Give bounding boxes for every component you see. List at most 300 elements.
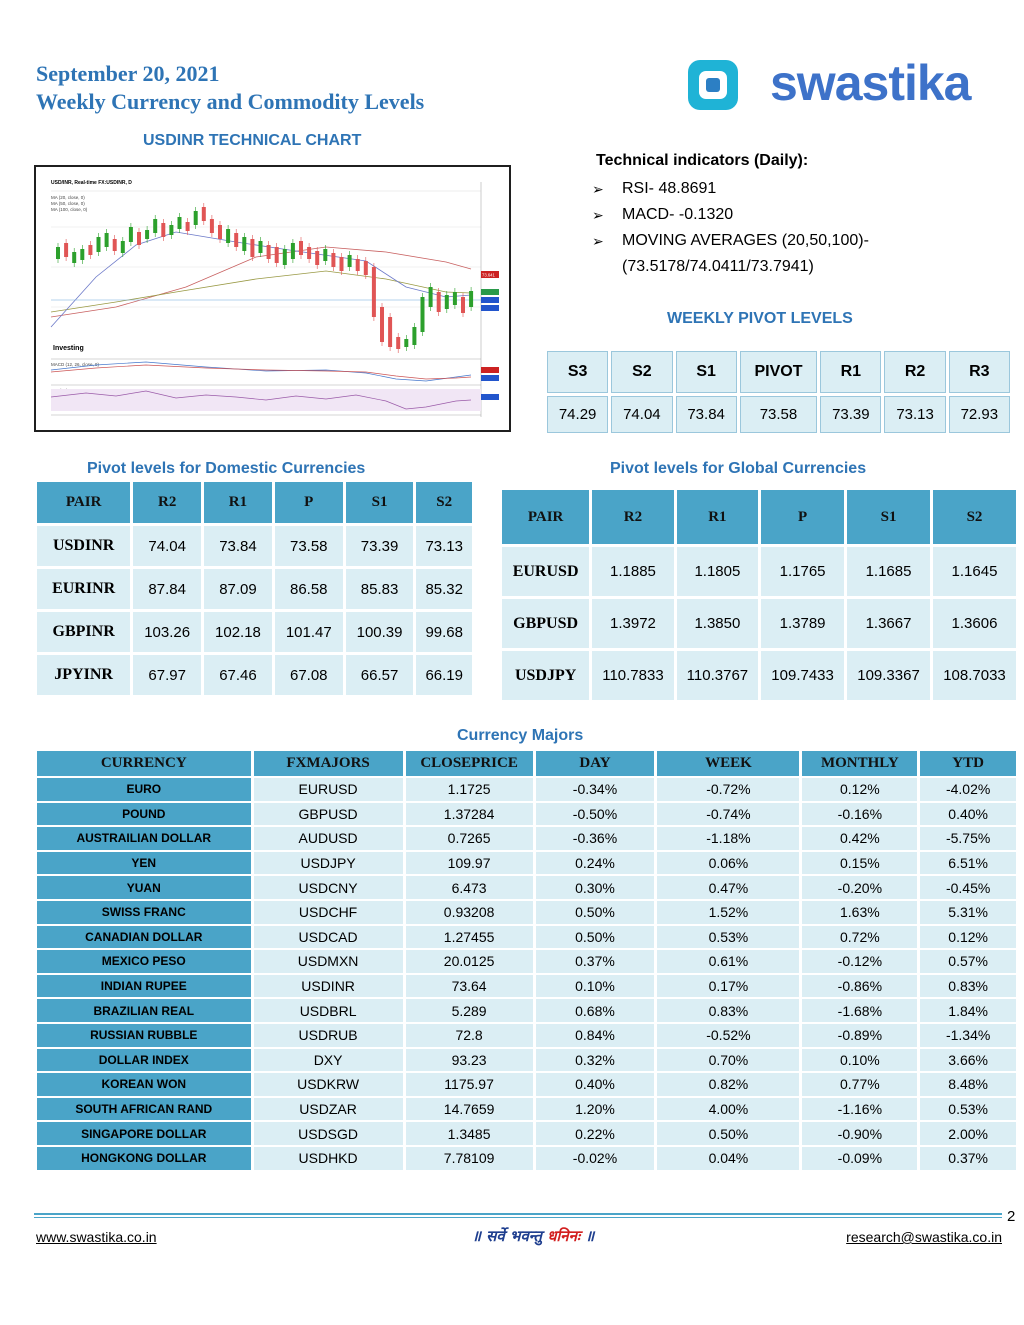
table-row (37, 778, 1016, 801)
value-cell: 67.46 (204, 655, 272, 695)
candle-body (169, 225, 173, 235)
table-row (37, 1024, 1016, 1047)
chart-header-label: USD/INR, Real-time FX:USDINR, D (51, 180, 132, 186)
candle-body (129, 227, 133, 242)
currency-cell: SINGAPORE DOLLAR (37, 1122, 251, 1145)
currency-cell: INDIAN RUPEE (37, 975, 251, 998)
week-cell: 0.61% (657, 950, 799, 973)
monthly-cell: -0.09% (802, 1147, 917, 1170)
header-cell: R2 (133, 482, 201, 523)
value-cell: 101.47 (275, 612, 343, 652)
candle-body (97, 237, 101, 252)
day-cell: -0.36% (536, 827, 655, 850)
value-cell: 1.3789 (761, 599, 844, 648)
ytd-cell: 8.48% (920, 1073, 1016, 1096)
last-price-tag: 73.641 (482, 272, 495, 278)
currency-cell: YEN (37, 852, 251, 875)
motto-part-a: ॥ सर्वे भवन्तु (472, 1227, 548, 1245)
arrow-bullet-icon: ➢ (592, 207, 604, 223)
pair-cell: JPYINR (37, 655, 130, 695)
header-cell: S2 (416, 482, 472, 523)
motto-part-c: ॥ (579, 1227, 595, 1245)
footer-divider-thin (34, 1217, 1002, 1218)
candle-body (218, 225, 222, 239)
value-cell: 1.3850 (677, 599, 758, 648)
value-cell: 87.09 (204, 569, 272, 609)
value-cell: 1.1685 (847, 547, 930, 596)
header-cell: R1 (204, 482, 272, 523)
candle-body (315, 251, 319, 265)
ytd-cell: 0.57% (920, 950, 1016, 973)
fxmajor-cell: USDMXN (254, 950, 403, 973)
closeprice-cell: 14.7659 (406, 1098, 533, 1121)
monthly-cell: 1.63% (802, 901, 917, 924)
arrow-bullet-icon: ➢ (592, 181, 604, 197)
header-cell: DAY (536, 751, 655, 776)
currency-cell: POUND (37, 803, 251, 826)
value-cell: 1.3606 (933, 599, 1016, 648)
header-cell: S1 (346, 482, 414, 523)
value-cell: 109.3367 (847, 651, 930, 700)
week-cell: 0.53% (657, 926, 799, 949)
table-row (37, 876, 1016, 899)
candle-body (145, 230, 149, 239)
chart-section-title: USDINR TECHNICAL CHART (143, 132, 362, 149)
candle-body (242, 237, 246, 251)
candle-body (153, 219, 157, 233)
value-cell: 66.57 (346, 655, 414, 695)
ytd-cell: 2.00% (920, 1122, 1016, 1145)
closeprice-cell: 1.1725 (406, 778, 533, 801)
arrow-bullet-icon: ➢ (592, 233, 604, 249)
monthly-cell: -0.90% (802, 1122, 917, 1145)
table-row (37, 655, 472, 695)
value-cell: 99.68 (416, 612, 472, 652)
motto-part-b: धनिनः (547, 1227, 580, 1245)
fxmajor-cell: GBPUSD (254, 803, 403, 826)
value-cell: 74.04 (611, 396, 672, 433)
week-cell: -1.18% (657, 827, 799, 850)
header-cell: P (761, 490, 844, 544)
header-cell: R2 (884, 351, 945, 393)
ma-legend-2: MA (50, close, 0) (51, 201, 85, 206)
closeprice-cell: 0.7265 (406, 827, 533, 850)
currency-cell: HONGKONG DOLLAR (37, 1147, 251, 1170)
value-cell: 1.1765 (761, 547, 844, 596)
header-cell: S1 (676, 351, 737, 393)
monthly-cell: 0.72% (802, 926, 917, 949)
indicator-ma-values-text: (73.5178/74.0411/73.7941) (622, 258, 814, 275)
candle-body (121, 241, 125, 253)
day-cell: 1.20% (536, 1098, 655, 1121)
report-title: Weekly Currency and Commodity Levels (36, 89, 425, 114)
candle-body (291, 243, 295, 259)
footer-divider (34, 1213, 1002, 1215)
indicator-rsi-text: RSI- 48.8691 (622, 180, 717, 197)
candle-body (421, 297, 425, 332)
currency-cell: SOUTH AFRICAN RAND (37, 1098, 251, 1121)
value-cell: 73.84 (676, 396, 737, 433)
fxmajor-cell: USDINR (254, 975, 403, 998)
indicator-macd (592, 202, 869, 228)
report-date: September 20, 2021 (36, 61, 220, 86)
fxmajor-cell: USDCHF (254, 901, 403, 924)
value-cell: 72.93 (949, 396, 1010, 433)
candle-body (113, 239, 117, 251)
monthly-cell: -0.86% (802, 975, 917, 998)
value-cell: 73.39 (820, 396, 881, 433)
weekly-pivot-header-row (547, 351, 1010, 393)
week-cell: 0.04% (657, 1147, 799, 1170)
day-cell: 0.32% (536, 1049, 655, 1072)
table-row (37, 526, 472, 566)
weekly-pivot-value-row (547, 396, 1010, 433)
week-cell: 0.47% (657, 876, 799, 899)
week-cell: 0.50% (657, 1122, 799, 1145)
table-row (37, 852, 1016, 875)
candle-body (161, 223, 165, 237)
table-row (37, 999, 1016, 1022)
fxmajor-cell: AUDUSD (254, 827, 403, 850)
table-row (502, 599, 1016, 648)
indicator-macd-text: MACD- -0.1320 (622, 206, 734, 223)
fxmajor-cell: USDHKD (254, 1147, 403, 1170)
ytd-cell: 0.37% (920, 1147, 1016, 1170)
monthly-cell: 0.10% (802, 1049, 917, 1072)
domestic-pivot-title: Pivot levels for Domestic Currencies (87, 460, 366, 477)
currency-cell: AUSTRAILIAN DOLLAR (37, 827, 251, 850)
ytd-cell: 0.40% (920, 803, 1016, 826)
ytd-cell: 1.84% (920, 999, 1016, 1022)
header-cell: CLOSEPRICE (406, 751, 533, 776)
value-cell: 100.39 (346, 612, 414, 652)
domestic-header-row (37, 482, 472, 523)
technical-indicators-title: Technical indicators (Daily): (596, 152, 809, 169)
website-link[interactable]: www.swastika.co.in (36, 1229, 157, 1245)
value-cell: 109.7433 (761, 651, 844, 700)
indicator-ma-text: MOVING AVERAGES (20,50,100)- (622, 232, 869, 249)
candle-body (80, 249, 84, 260)
page-number: 2 (1007, 1208, 1016, 1225)
closeprice-cell: 1.37284 (406, 803, 533, 826)
fxmajor-cell: USDJPY (254, 852, 403, 875)
candle-body (234, 233, 238, 247)
candle-body (307, 247, 311, 259)
week-cell: -0.74% (657, 803, 799, 826)
value-cell: 86.58 (275, 569, 343, 609)
currency-cell: SWISS FRANC (37, 901, 251, 924)
header-cell: PIVOT (740, 351, 817, 393)
value-cell: 73.13 (416, 526, 472, 566)
ytd-cell: 3.66% (920, 1049, 1016, 1072)
value-cell: 73.84 (204, 526, 272, 566)
monthly-cell: 0.77% (802, 1073, 917, 1096)
closeprice-cell: 73.64 (406, 975, 533, 998)
indicator-rsi (592, 176, 869, 202)
closeprice-cell: 1.3485 (406, 1122, 533, 1145)
table-row (37, 1147, 1016, 1170)
week-cell: 4.00% (657, 1098, 799, 1121)
pair-cell: EURINR (37, 569, 130, 609)
fxmajor-cell: DXY (254, 1049, 403, 1072)
value-cell: 67.97 (133, 655, 201, 695)
value-cell: 66.19 (416, 655, 472, 695)
usdinr-chart (34, 165, 511, 432)
week-cell: 0.82% (657, 1073, 799, 1096)
candle-body (445, 295, 449, 309)
monthly-cell: -1.68% (802, 999, 917, 1022)
monthly-cell: -0.20% (802, 876, 917, 899)
day-cell: 0.24% (536, 852, 655, 875)
table-row (37, 901, 1016, 924)
closeprice-cell: 6.473 (406, 876, 533, 899)
closeprice-cell: 1.27455 (406, 926, 533, 949)
candle-body (380, 307, 384, 342)
weekly-pivot-title: WEEKLY PIVOT LEVELS (667, 310, 853, 327)
candle-body (186, 222, 190, 231)
value-cell: 110.7833 (592, 651, 673, 700)
header-cell: R2 (592, 490, 673, 544)
footer-motto (472, 1226, 594, 1246)
pair-cell: USDINR (37, 526, 130, 566)
table-row (37, 1122, 1016, 1145)
ytd-cell: 0.12% (920, 926, 1016, 949)
closeprice-cell: 7.78109 (406, 1147, 533, 1170)
fxmajor-cell: USDCNY (254, 876, 403, 899)
day-cell: -0.34% (536, 778, 655, 801)
monthly-cell: -0.16% (802, 803, 917, 826)
pair-cell: GBPINR (37, 612, 130, 652)
monthly-cell: 0.42% (802, 827, 917, 850)
header-cell: PAIR (502, 490, 589, 544)
day-cell: -0.02% (536, 1147, 655, 1170)
header-cell: R3 (949, 351, 1010, 393)
table-row (37, 975, 1016, 998)
currency-cell: YUAN (37, 876, 251, 899)
header-cell: S2 (933, 490, 1016, 544)
candle-body (437, 292, 441, 312)
candle-body (267, 245, 271, 259)
closeprice-cell: 0.93208 (406, 901, 533, 924)
candle-body (429, 287, 433, 307)
header-cell: S1 (847, 490, 930, 544)
technical-indicators-list (592, 176, 869, 280)
day-cell: 0.37% (536, 950, 655, 973)
table-row (37, 612, 472, 652)
candle-body (105, 233, 109, 247)
pair-cell: GBPUSD (502, 599, 589, 648)
table-row (37, 950, 1016, 973)
header-cell: S2 (611, 351, 672, 393)
week-cell: 0.83% (657, 999, 799, 1022)
value-cell: 85.32 (416, 569, 472, 609)
day-cell: 0.50% (536, 926, 655, 949)
header-cell: CURRENCY (37, 751, 251, 776)
currency-cell: RUSSIAN RUBBLE (37, 1024, 251, 1047)
indicator-ma (592, 228, 869, 254)
table-row (37, 827, 1016, 850)
value-cell: 73.58 (740, 396, 817, 433)
value-cell: 73.58 (275, 526, 343, 566)
majors-header-row (37, 751, 1016, 776)
value-cell: 74.04 (133, 526, 201, 566)
value-cell: 73.39 (346, 526, 414, 566)
candle-body (137, 232, 141, 245)
day-cell: 0.10% (536, 975, 655, 998)
candle-body (388, 317, 392, 347)
candle-body (372, 267, 376, 317)
value-cell: 74.29 (547, 396, 608, 433)
day-cell: -0.50% (536, 803, 655, 826)
email-link[interactable]: research@swastika.co.in (846, 1229, 1002, 1245)
candle-body (348, 255, 352, 267)
currency-majors-table (34, 749, 1019, 1172)
day-cell: 0.22% (536, 1122, 655, 1145)
candle-body (453, 292, 457, 305)
week-cell: 0.70% (657, 1049, 799, 1072)
investing-watermark: Investing (53, 345, 84, 352)
header-cell: R1 (820, 351, 881, 393)
header-cell: YTD (920, 751, 1016, 776)
week-cell: -0.52% (657, 1024, 799, 1047)
candle-body (88, 245, 92, 255)
table-row (37, 1073, 1016, 1096)
ytd-cell: 0.53% (920, 1098, 1016, 1121)
table-row (502, 651, 1016, 700)
candle-body (404, 339, 408, 347)
fxmajor-cell: USDKRW (254, 1073, 403, 1096)
candle-body (299, 241, 303, 255)
value-cell: 102.18 (204, 612, 272, 652)
candle-body (194, 211, 198, 225)
header-cell: FXMAJORS (254, 751, 403, 776)
header-cell: PAIR (37, 482, 130, 523)
currency-cell: CANADIAN DOLLAR (37, 926, 251, 949)
weekly-pivot-table (544, 348, 1013, 436)
candle-body (202, 207, 206, 221)
closeprice-cell: 93.23 (406, 1049, 533, 1072)
macd-label: MACD (12, 26, close, 9) (51, 362, 100, 367)
ma-legend-3: MA (100, close, 0) (51, 207, 88, 212)
ytd-cell: 5.31% (920, 901, 1016, 924)
closeprice-cell: 72.8 (406, 1024, 533, 1047)
fxmajor-cell: USDCAD (254, 926, 403, 949)
currency-cell: BRAZILIAN REAL (37, 999, 251, 1022)
global-pivot-title: Pivot levels for Global Currencies (610, 460, 867, 477)
header-cell: MONTHLY (802, 751, 917, 776)
candle-body (469, 291, 473, 307)
closeprice-cell: 5.289 (406, 999, 533, 1022)
currency-cell: DOLLAR INDEX (37, 1049, 251, 1072)
value-cell: 108.7033 (933, 651, 1016, 700)
week-cell: 0.06% (657, 852, 799, 875)
candle-body (250, 239, 254, 257)
value-cell: 1.1885 (592, 547, 673, 596)
ytd-cell: -4.02% (920, 778, 1016, 801)
candle-body (356, 259, 360, 271)
candle-body (275, 247, 279, 263)
monthly-cell: 0.15% (802, 852, 917, 875)
value-cell: 110.3767 (677, 651, 758, 700)
fxmajor-cell: USDZAR (254, 1098, 403, 1121)
day-cell: 0.84% (536, 1024, 655, 1047)
candle-body (210, 219, 214, 233)
table-row (37, 1049, 1016, 1072)
day-cell: 0.50% (536, 901, 655, 924)
candle-body (72, 252, 76, 263)
week-cell: 1.52% (657, 901, 799, 924)
domestic-pivot-table (34, 479, 475, 698)
global-header-row (502, 490, 1016, 544)
day-cell: 0.68% (536, 999, 655, 1022)
usdinr-candle-chart (36, 167, 509, 430)
monthly-cell: -0.89% (802, 1024, 917, 1047)
global-pivot-table (499, 487, 1019, 703)
swastika-logo (684, 54, 1004, 116)
value-cell: 73.13 (884, 396, 945, 433)
candle-body (396, 337, 400, 349)
ytd-cell: 0.83% (920, 975, 1016, 998)
currency-cell: EURO (37, 778, 251, 801)
ma-legend-1: MA (20, close, 0) (51, 195, 85, 200)
candle-body (323, 249, 327, 261)
day-cell: 0.40% (536, 1073, 655, 1096)
value-cell: 1.1645 (933, 547, 1016, 596)
table-row (37, 1098, 1016, 1121)
header-cell: R1 (677, 490, 758, 544)
fxmajor-cell: USDSGD (254, 1122, 403, 1145)
fxmajor-cell: USDRUB (254, 1024, 403, 1047)
value-cell: 103.26 (133, 612, 201, 652)
header-cell: WEEK (657, 751, 799, 776)
candle-body (331, 253, 335, 267)
candle-body (226, 229, 230, 243)
candle-body (56, 247, 60, 259)
currency-cell: KOREAN WON (37, 1073, 251, 1096)
indicator-ma-values (592, 254, 869, 280)
table-row (37, 926, 1016, 949)
candle-body (412, 327, 416, 345)
fxmajor-cell: USDBRL (254, 999, 403, 1022)
value-cell: 1.3667 (847, 599, 930, 648)
table-row (37, 803, 1016, 826)
ytd-cell: -0.45% (920, 876, 1016, 899)
closeprice-cell: 1175.97 (406, 1073, 533, 1096)
candle-body (64, 243, 68, 257)
table-row (37, 569, 472, 609)
currency-cell: MEXICO PESO (37, 950, 251, 973)
value-cell: 1.1805 (677, 547, 758, 596)
value-cell: 1.3972 (592, 599, 673, 648)
value-cell: 67.08 (275, 655, 343, 695)
closeprice-cell: 20.0125 (406, 950, 533, 973)
candle-body (364, 261, 368, 275)
candle-body (178, 217, 182, 229)
monthly-cell: -1.16% (802, 1098, 917, 1121)
pair-cell: USDJPY (502, 651, 589, 700)
candle-body (340, 257, 344, 271)
header-cell: P (275, 482, 343, 523)
header-cell: S3 (547, 351, 608, 393)
ytd-cell: 6.51% (920, 852, 1016, 875)
week-cell: 0.17% (657, 975, 799, 998)
swastika-logo-icon (684, 56, 744, 116)
value-cell: 85.83 (346, 569, 414, 609)
monthly-cell: 0.12% (802, 778, 917, 801)
candle-body (283, 249, 287, 265)
candle-body (259, 241, 263, 253)
day-cell: 0.30% (536, 876, 655, 899)
